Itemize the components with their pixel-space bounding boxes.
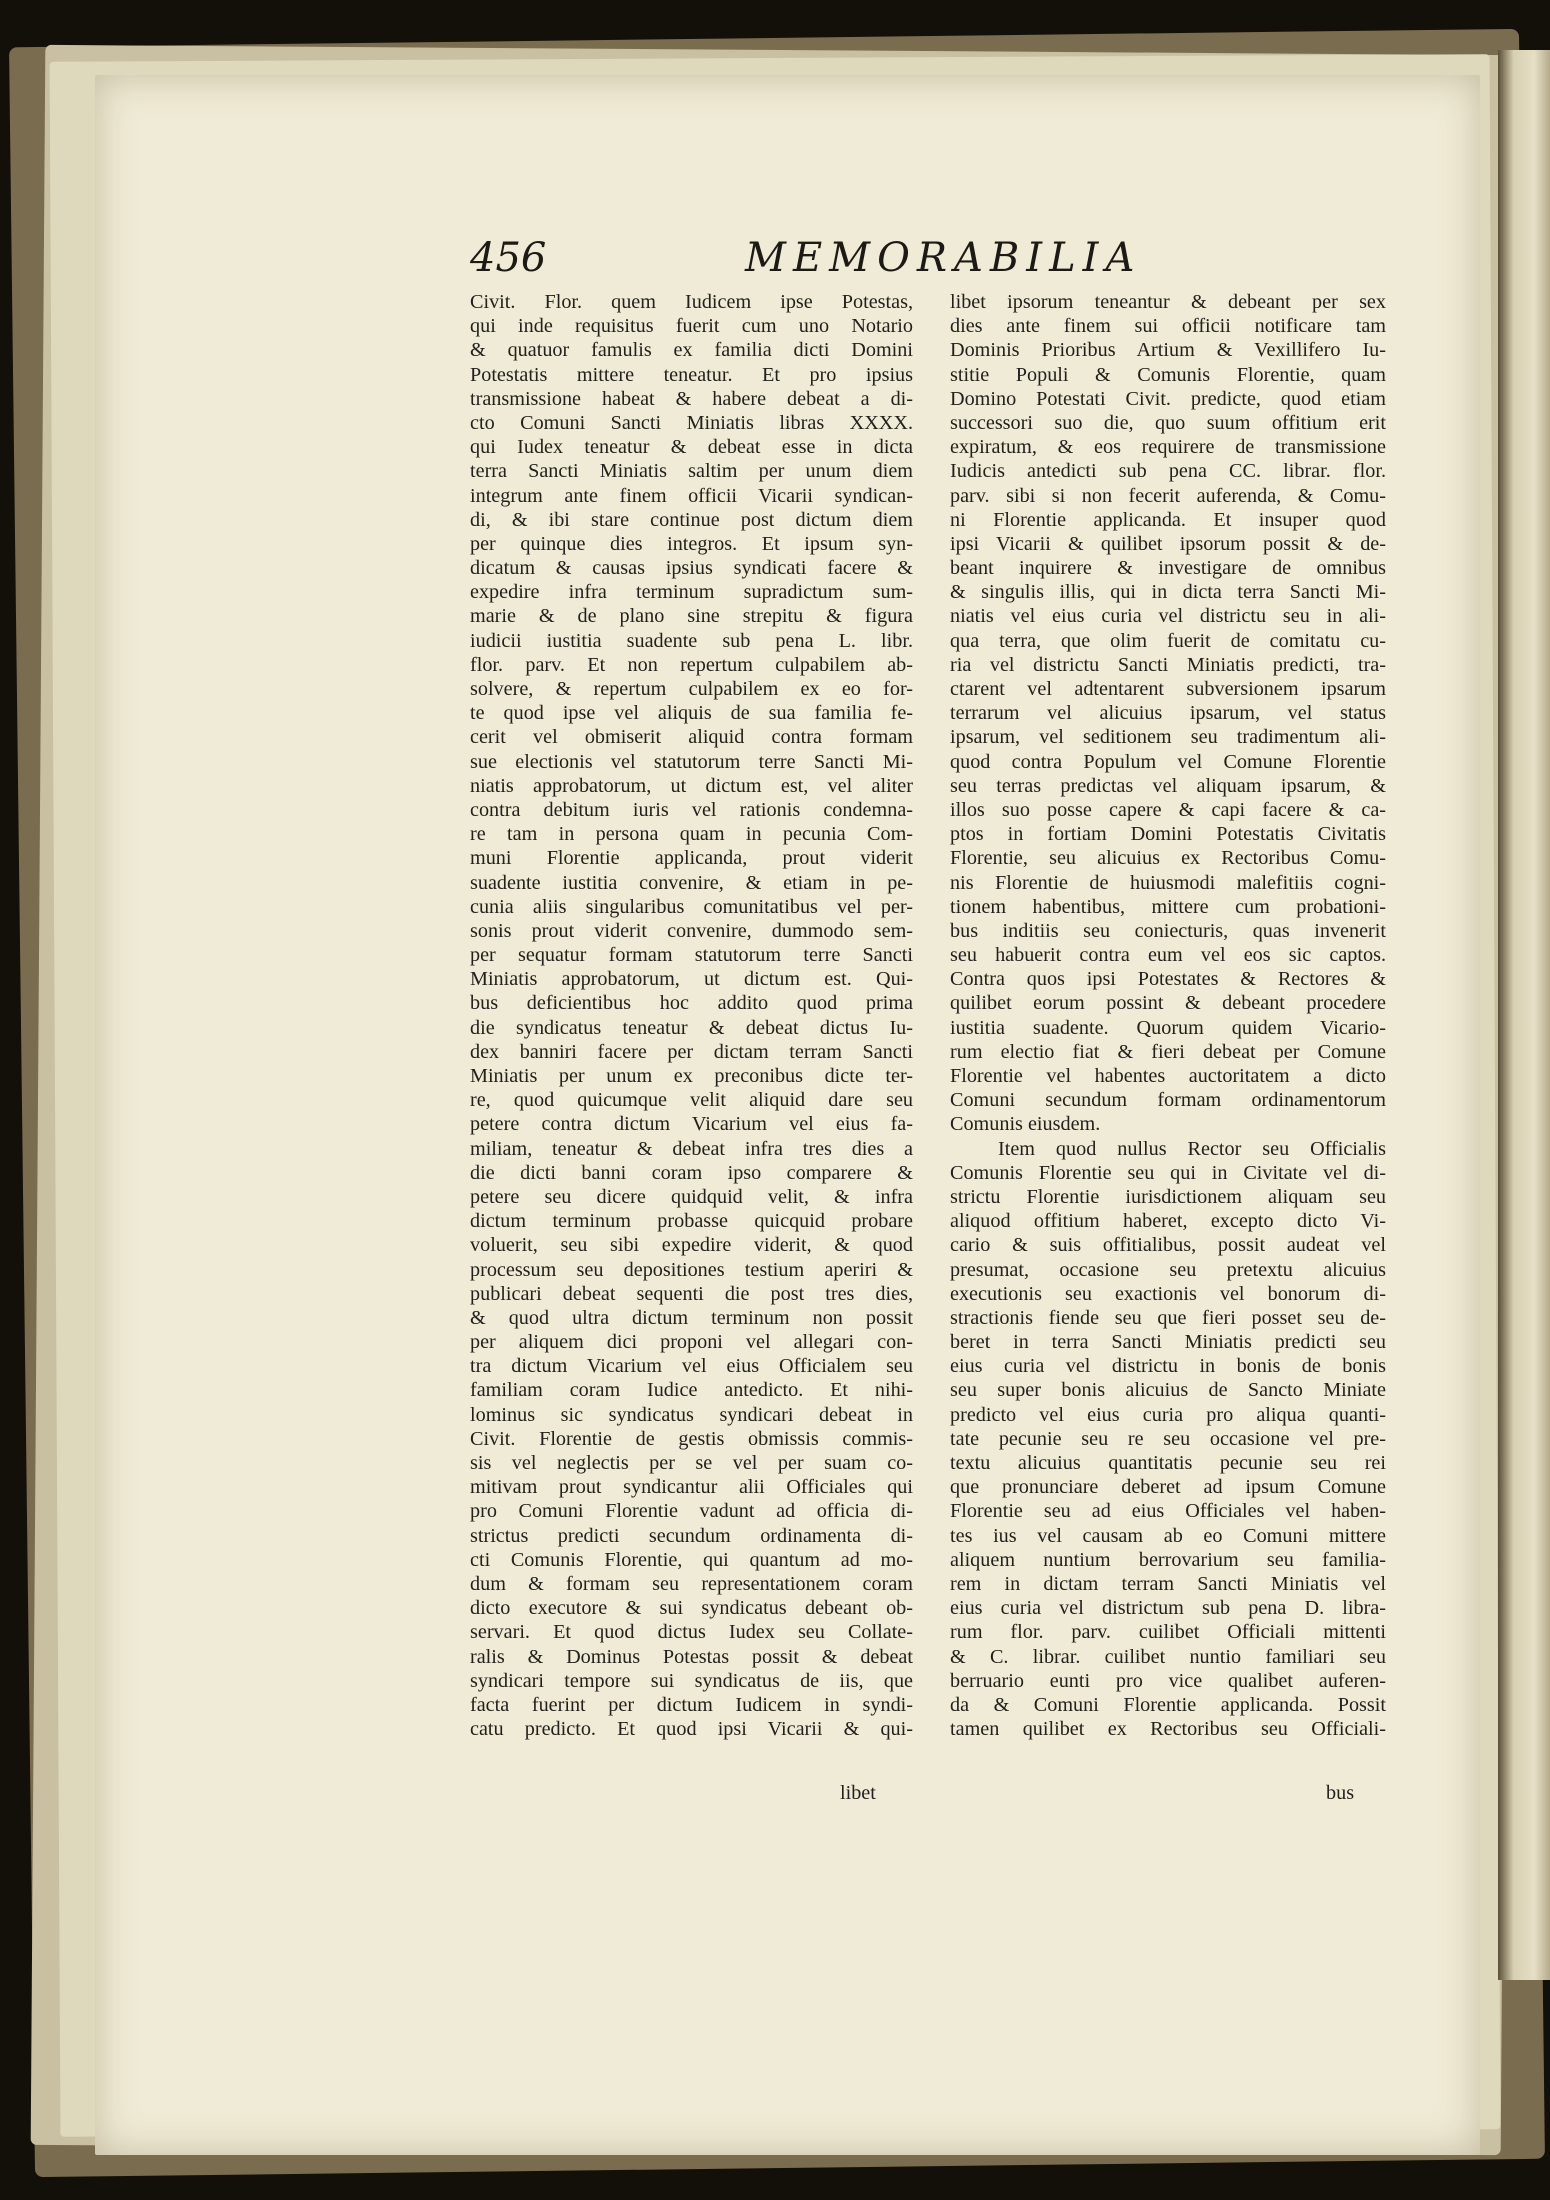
text-line: terra Sancti Miniatis saltim per unum diem xyxy=(470,460,913,483)
text-line: strictus predicti secundum ordinamenta di- xyxy=(470,1524,913,1547)
text-line: terrarum vel alicuius ipsarum, vel status xyxy=(950,702,1386,725)
text-line: sis vel neglectis per se vel per suam co- xyxy=(470,1452,913,1474)
text-line: rum electio fiat & fieri debeat per Comune xyxy=(950,1040,1386,1063)
text-line: quod contra Populum vel Comune Florentie xyxy=(950,750,1386,773)
text-line: Comuni secundum formam ordinamentorum xyxy=(950,1089,1386,1112)
text-line: solvere, & repertum culpabilem ex eo for- xyxy=(470,678,913,700)
text-line: rum flor. parv. cuilibet Officiali mittenti xyxy=(950,1621,1386,1644)
text-line: Item quod nullus Rector seu Officialis xyxy=(998,1137,1386,1160)
text-line: petere contra dictum Vicarium vel eius fa- xyxy=(470,1113,913,1136)
text-line: seu terras predictas vel aliquam ipsarum, & xyxy=(950,774,1386,797)
text-line: marie & de plano sine strepitu & figura xyxy=(470,605,913,628)
text-line: beant inquirere & investigare de omnibus xyxy=(950,557,1386,580)
text-line: bus inditiis seu coniecturis, quas invenerit xyxy=(950,919,1386,942)
text-line: ipsarum, vel seditionem seu tradimentum ali- xyxy=(950,726,1386,749)
text-line: syndicari tempore sui syndicatus de iis, que xyxy=(470,1669,913,1692)
text-line: rem in dictam terram Sancti Miniatis vel xyxy=(950,1572,1386,1595)
text-line: stitie Populi & Comunis Florentie, quam xyxy=(950,363,1386,386)
text-line: Domino Potestati Civit. predicte, quod etiam xyxy=(950,387,1386,410)
text-line: integrum ante finem officii Vicarii syndican- xyxy=(470,484,913,507)
text-line: die syndicatus teneatur & debeat dictus Iu- xyxy=(470,1016,913,1039)
text-line: ralis & Dominus Potestas possit & debeat xyxy=(470,1645,913,1668)
text-line: parv. sibi si non fecerit auferenda, & Comu- xyxy=(950,484,1386,507)
text-line: ria vel districtu Sancti Miniatis predicti, tra- xyxy=(950,653,1386,676)
text-line: successori suo die, quo suum offitium erit xyxy=(950,411,1386,434)
text-line: eius curia vel districtu in bonis de bonis xyxy=(950,1355,1386,1378)
text-line: die dicti banni coram ipso comparere & xyxy=(470,1161,913,1184)
text-line: contra debitum iuris vel rationis condemna- xyxy=(470,798,913,821)
text-line: tamen quilibet ex Rectoribus seu Officiali- xyxy=(950,1718,1386,1741)
text-line: di, & ibi stare continue post dictum diem xyxy=(470,508,913,531)
text-line: mitivam prout syndicantur alii Officiales qui xyxy=(470,1476,913,1499)
text-line: Potestatis mittere teneatur. Et pro ipsius xyxy=(470,363,913,386)
text-line: flor. parv. Et non repertum culpabilem ab- xyxy=(470,653,913,676)
text-line: facta fuerint per dictum Iudicem in syndi- xyxy=(470,1693,913,1716)
facing-page-edge xyxy=(1498,50,1550,1980)
text-line: berruario eunti pro vice qualibet auferen- xyxy=(950,1669,1386,1692)
left-catchword: libet xyxy=(840,1782,876,1804)
text-line: Florentie vel habentes auctoritatem a dicto xyxy=(950,1065,1386,1087)
text-line: dictum terminum probasse quicquid probare xyxy=(470,1210,913,1233)
text-line: ipsi Vicarii & quilibet ipsorum possit & de- xyxy=(950,532,1386,555)
text-line: nis Florentie de huiusmodi malefitiis cogni- xyxy=(950,871,1386,894)
text-line: beret in terra Sancti Miniatis predicti seu xyxy=(950,1331,1386,1354)
text-line: petere seu dicere quidquid velit, & infra xyxy=(470,1185,913,1208)
text-line: tes ius vel causam ab eo Comuni mittere xyxy=(950,1524,1386,1547)
text-line: qua terra, que olim fuerit de comitatu cu- xyxy=(950,629,1386,652)
text-line: quilibet eorum possint & debeant procedere xyxy=(950,992,1386,1015)
text-line: catu predicto. Et quod ipsi Vicarii & qui- xyxy=(470,1718,913,1741)
text-line: libet ipsorum teneantur & debeant per sex xyxy=(950,291,1386,313)
text-line: executionis seu exactionis vel bonorum di- xyxy=(950,1282,1386,1305)
text-line: lominus sic syndicatus syndicari debeat in xyxy=(470,1403,913,1426)
text-line: & quod ultra dictum terminum non possit xyxy=(470,1306,913,1329)
right-catchword: bus xyxy=(1326,1782,1355,1804)
text-line: qui Iudex teneatur & debeat esse in dicta xyxy=(470,436,913,459)
text-line: seu habuerit contra eum vel eos sic captos. xyxy=(950,944,1386,967)
text-line: cario & suis offitialibus, possit audeat vel xyxy=(950,1234,1386,1257)
text-line: & singulis illis, qui in dicta terra Sancti Mi- xyxy=(950,581,1386,604)
text-line: transmissione habeat & habere debeat a di- xyxy=(470,387,913,410)
text-line: te quod ipse vel aliquis de sua familia fe- xyxy=(470,702,913,725)
text-line: per quinque dies integros. Et ipsum syn- xyxy=(470,532,913,555)
text-line: niatis vel eius curia vel districtu seu in ali- xyxy=(950,605,1386,628)
text-line: eius curia vel districtum sub pena D. libra- xyxy=(950,1597,1386,1620)
text-line: cunia aliis singularibus comunitatibus vel per- xyxy=(470,895,913,918)
text-line: per sequatur formam statutorum terre Sancti xyxy=(470,944,913,967)
text-line: re, quod quicumque velit aliquid dare seu xyxy=(470,1089,913,1112)
text-line: Comunis Florentie seu qui in Civitate vel di- xyxy=(950,1161,1386,1184)
text-line: Contra quos ipsi Potestates & Rectores & xyxy=(950,968,1386,991)
text-line: sue electionis vel statutorum terre Sancti Mi- xyxy=(470,750,913,773)
text-line: dex banniri facere per dictam terram Sancti xyxy=(470,1040,913,1063)
text-line: Florentie seu ad eius Officiales vel haben- xyxy=(950,1500,1386,1523)
text-line: miliam, teneatur & debeat infra tres dies a xyxy=(470,1137,913,1160)
left-text-column xyxy=(470,290,913,1741)
text-line: illos suo posse capere & capi facere & ca- xyxy=(950,798,1386,821)
text-line: & quatuor famulis ex familia dicti Domini xyxy=(470,339,913,362)
text-line: iudicii iustitia suadente sub pena L. libr. xyxy=(470,629,913,652)
text-line: pro Comuni Florentie vadunt ad officia di- xyxy=(470,1500,913,1523)
text-line: presumat, occasione seu pretextu alicuius xyxy=(950,1258,1386,1281)
text-line: sonis prout viderit convenire, dummodo sem- xyxy=(470,919,913,942)
text-line: aliquem nuntium berrovarium seu familia- xyxy=(950,1548,1386,1571)
text-line: familiam coram Iudice antedicto. Et nihi- xyxy=(470,1379,913,1402)
text-line: Miniatis per unum ex preconibus dicte ter- xyxy=(470,1065,913,1087)
right-text-column xyxy=(950,290,1386,1741)
text-line: Comunis eiusdem. xyxy=(950,1113,1101,1136)
text-line: Iudicis antedicti sub pena CC. librar. flor. xyxy=(950,460,1386,483)
text-line: re tam in persona quam in pecunia Com- xyxy=(470,823,913,846)
running-header xyxy=(470,235,1150,281)
text-line: niatis approbatorum, ut dictum est, vel aliter xyxy=(470,774,913,797)
text-line: dicto executore & sui syndicatus debeant ob- xyxy=(470,1597,913,1620)
text-line: ctarent vel adtentarent subversionem ipsarum xyxy=(950,678,1386,700)
text-line: strictu Florentie iurisdictionem aliquam seu xyxy=(950,1185,1386,1208)
text-line: expedire infra terminum supradictum sum- xyxy=(470,581,913,604)
text-line: per aliquem dici proponi vel allegari con- xyxy=(470,1331,913,1354)
text-line: predicto vel eius curia pro aliqua quanti- xyxy=(950,1403,1386,1426)
text-line: dicatum & causas ipsius syndicati facere & xyxy=(470,557,913,580)
text-line: dum & formam seu representationem coram xyxy=(470,1572,913,1595)
text-line: que pronunciare deberet ad ipsum Comune xyxy=(950,1476,1386,1499)
text-line: expiratum, & eos requirere de transmissione xyxy=(950,436,1386,459)
text-line: qui inde requisitus fuerit cum uno Notario xyxy=(470,315,913,338)
text-line: servari. Et quod dictus Iudex seu Collate- xyxy=(470,1621,913,1644)
text-line: muni Florentie applicanda, prout viderit xyxy=(470,847,913,870)
text-line: voluerit, seu sibi expedire viderit, & quod xyxy=(470,1234,913,1257)
text-line: ptos in fortiam Domini Potestatis Civitatis xyxy=(950,823,1386,846)
text-line: iustitia suadente. Quorum quidem Vicario- xyxy=(950,1016,1386,1039)
text-line: ni Florentie applicanda. Et insuper quod xyxy=(950,508,1386,531)
text-line: Florentie, seu alicuius ex Rectoribus Comu- xyxy=(950,847,1386,870)
text-line: & C. librar. cuilibet nuntio familiari seu xyxy=(950,1645,1386,1668)
text-line: Civit. Florentie de gestis obmissis commis- xyxy=(470,1427,913,1450)
text-line: stractionis fiende seu que fieri posset seu de- xyxy=(950,1306,1386,1329)
text-line: cti Comunis Florentie, qui quantum ad mo- xyxy=(470,1548,913,1571)
page-number: 456 xyxy=(470,235,547,281)
text-line: tionem habentibus, mittere cum probationi- xyxy=(950,895,1386,918)
text-line: bus deficientibus hoc addito quod prima xyxy=(470,992,913,1015)
text-line: Civit. Flor. quem Iudicem ipse Potestas, xyxy=(470,291,913,313)
text-line: tra dictum Vicarium vel eius Officialem seu xyxy=(470,1355,913,1378)
text-line: aliquod offitium haberet, excepto dicto Vi- xyxy=(950,1210,1386,1233)
text-line: suadente iustitia convenire, & etiam in pe- xyxy=(470,871,913,894)
text-line: tate pecunie seu re seu occasione vel pre- xyxy=(950,1427,1386,1450)
text-line: processum seu depositiones testium aperiri & xyxy=(470,1258,913,1281)
text-line: Miniatis approbatorum, ut dictum est. Qui- xyxy=(470,968,913,991)
text-line: seu super bonis alicuius de Sancto Miniate xyxy=(950,1379,1386,1402)
text-line: cerit vel obmiserit aliquid contra formam xyxy=(470,726,913,749)
text-line: cto Comuni Sancti Miniatis libras XXXX. xyxy=(470,411,913,434)
running-title: MEMORABILIA xyxy=(745,235,1142,281)
text-line: dies ante finem sui officii notificare tam xyxy=(950,315,1386,338)
text-line: Dominis Prioribus Artium & Vexillifero Iu- xyxy=(950,339,1386,362)
text-line: publicari debeat sequenti die post tres dies, xyxy=(470,1282,913,1305)
text-line: da & Comuni Florentie applicanda. Possit xyxy=(950,1693,1386,1716)
text-line: textu alicuius quantitatis pecunie seu rei xyxy=(950,1452,1386,1474)
